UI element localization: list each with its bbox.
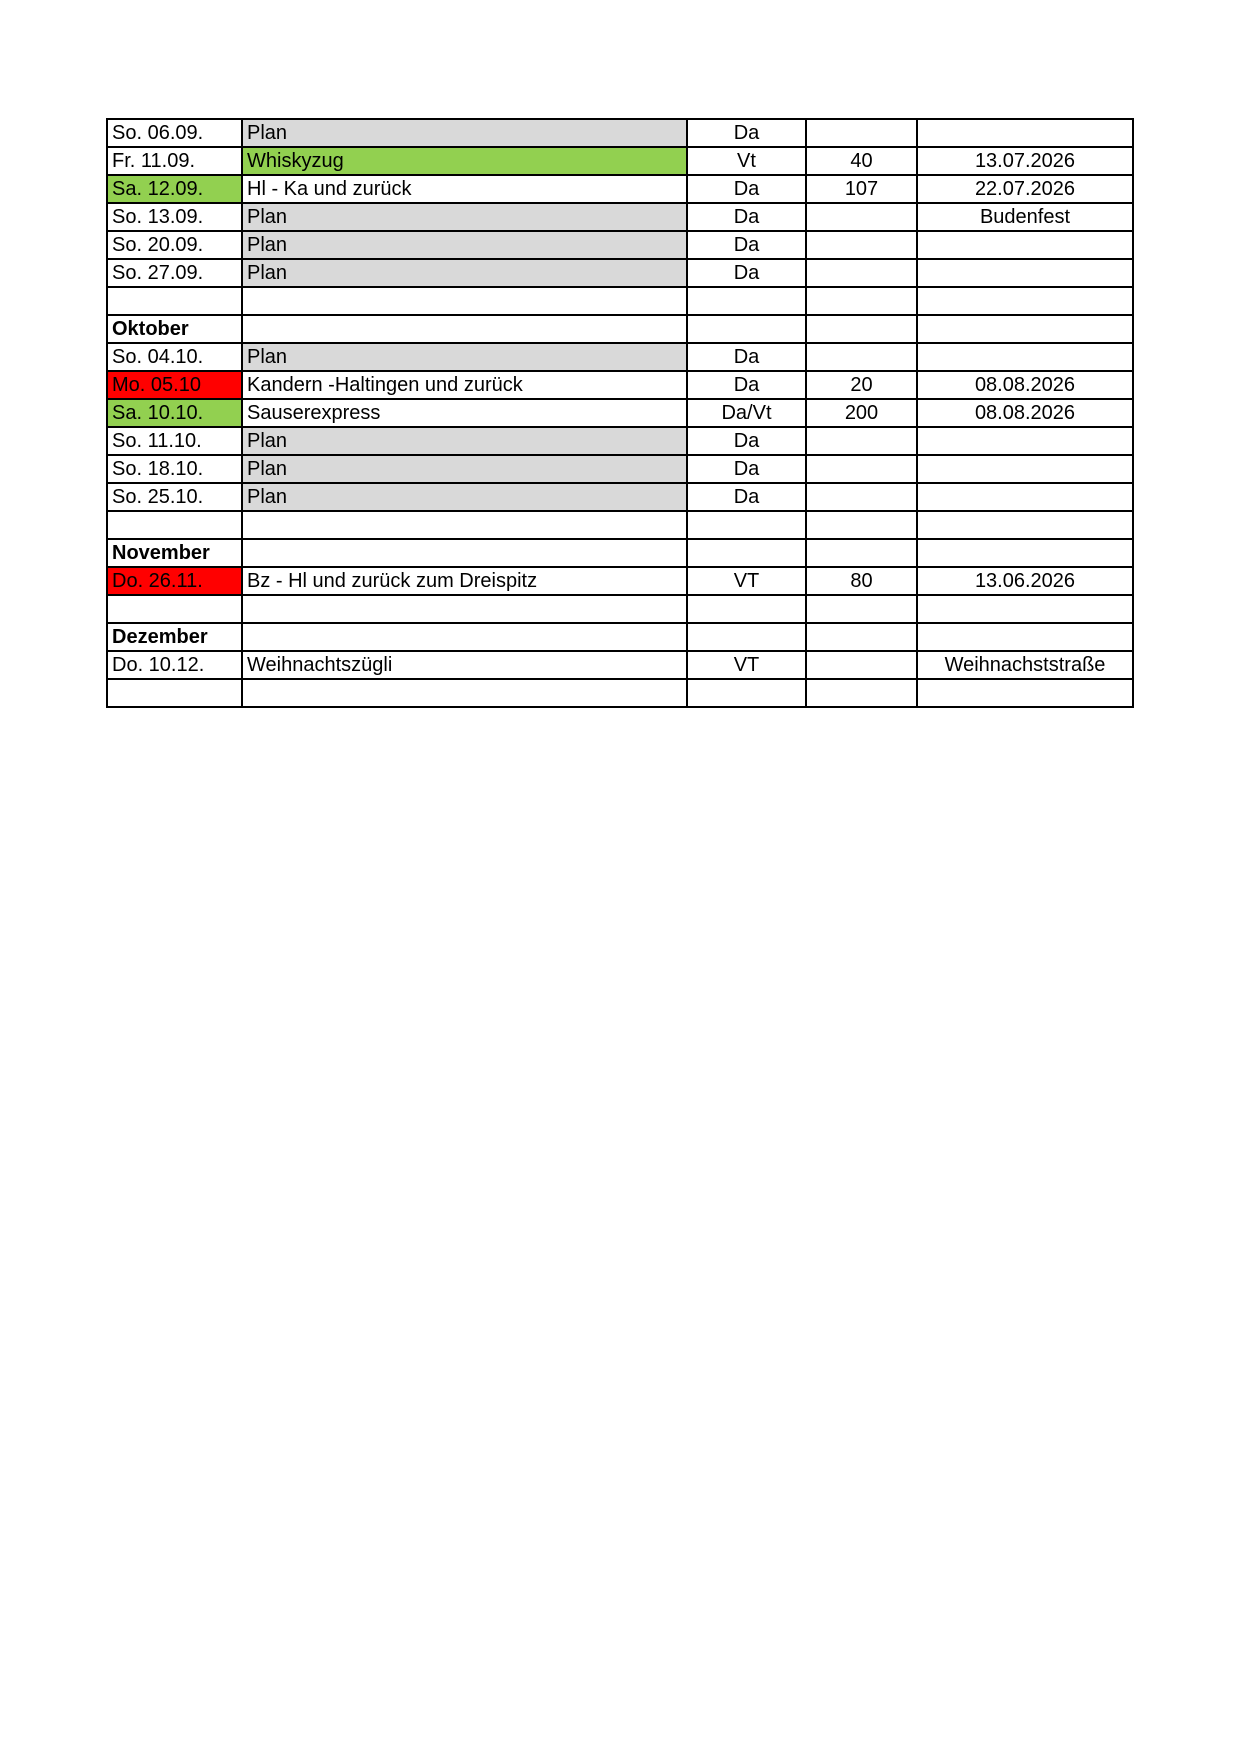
empty-cell [917, 315, 1133, 343]
table-row [107, 427, 1133, 455]
type-cell: Da [687, 231, 806, 259]
count-cell [806, 511, 917, 539]
schedule-sheet [106, 118, 1132, 708]
count-cell [806, 259, 917, 287]
count-cell [806, 203, 917, 231]
type-cell: Da [687, 259, 806, 287]
event-cell: Plan [242, 119, 687, 147]
empty-cell [917, 623, 1133, 651]
count-cell [806, 231, 917, 259]
empty-cell [242, 539, 687, 567]
note-cell [917, 455, 1133, 483]
month-label: November [107, 539, 242, 567]
note-cell: 13.07.2026 [917, 147, 1133, 175]
date-cell: So. 13.09. [107, 203, 242, 231]
count-cell [806, 287, 917, 315]
note-cell: Budenfest [917, 203, 1133, 231]
type-cell: Da [687, 371, 806, 399]
note-cell [917, 259, 1133, 287]
type-cell: Da [687, 455, 806, 483]
empty-cell [687, 539, 806, 567]
type-cell: Da [687, 203, 806, 231]
schedule-table [106, 118, 1134, 708]
event-cell: Bz - Hl und zurück zum Dreispitz [242, 567, 687, 595]
count-cell: 40 [806, 147, 917, 175]
event-cell: Weihnachtszügli [242, 651, 687, 679]
date-cell [107, 679, 242, 707]
type-cell: Da [687, 175, 806, 203]
note-cell [917, 231, 1133, 259]
type-cell [687, 287, 806, 315]
type-cell [687, 595, 806, 623]
empty-cell [242, 315, 687, 343]
event-cell: Kandern -Haltingen und zurück [242, 371, 687, 399]
date-cell: Fr. 11.09. [107, 147, 242, 175]
count-cell [806, 483, 917, 511]
table-row [107, 455, 1133, 483]
empty-cell [917, 539, 1133, 567]
note-cell [917, 483, 1133, 511]
date-cell: Do. 10.12. [107, 651, 242, 679]
type-cell: Vt [687, 147, 806, 175]
count-cell [806, 119, 917, 147]
note-cell [917, 287, 1133, 315]
month-label: Dezember [107, 623, 242, 651]
event-cell: Plan [242, 259, 687, 287]
count-cell: 200 [806, 399, 917, 427]
date-cell [107, 595, 242, 623]
date-cell [107, 287, 242, 315]
date-cell: Sa. 10.10. [107, 399, 242, 427]
note-cell: 08.08.2026 [917, 399, 1133, 427]
count-cell: 80 [806, 567, 917, 595]
table-row [107, 147, 1133, 175]
date-cell: So. 27.09. [107, 259, 242, 287]
table-row [107, 203, 1133, 231]
table-row [107, 259, 1133, 287]
note-cell [917, 511, 1133, 539]
date-cell: Do. 26.11. [107, 567, 242, 595]
table-row [107, 231, 1133, 259]
empty-cell [242, 623, 687, 651]
table-row [107, 287, 1133, 315]
event-cell: Plan [242, 343, 687, 371]
table-row [107, 567, 1133, 595]
table-row [107, 343, 1133, 371]
event-cell [242, 287, 687, 315]
note-cell: Weihnachststraße [917, 651, 1133, 679]
date-cell: So. 11.10. [107, 427, 242, 455]
note-cell [917, 679, 1133, 707]
date-cell: So. 04.10. [107, 343, 242, 371]
table-row [107, 511, 1133, 539]
date-cell [107, 511, 242, 539]
empty-cell [687, 315, 806, 343]
date-cell: So. 25.10. [107, 483, 242, 511]
table-row [107, 483, 1133, 511]
event-cell: Plan [242, 483, 687, 511]
event-cell [242, 679, 687, 707]
event-cell: Whiskyzug [242, 147, 687, 175]
type-cell: VT [687, 567, 806, 595]
count-cell [806, 455, 917, 483]
event-cell [242, 595, 687, 623]
table-row [107, 119, 1133, 147]
date-cell: So. 18.10. [107, 455, 242, 483]
date-cell: So. 20.09. [107, 231, 242, 259]
month-row [107, 539, 1133, 567]
empty-cell [806, 539, 917, 567]
count-cell: 20 [806, 371, 917, 399]
note-cell [917, 119, 1133, 147]
table-row [107, 595, 1133, 623]
event-cell: Plan [242, 427, 687, 455]
count-cell [806, 343, 917, 371]
type-cell: VT [687, 651, 806, 679]
note-cell [917, 595, 1133, 623]
empty-cell [687, 623, 806, 651]
count-cell [806, 679, 917, 707]
count-cell [806, 595, 917, 623]
table-row [107, 175, 1133, 203]
table-row [107, 399, 1133, 427]
date-cell: Mo. 05.10 [107, 371, 242, 399]
type-cell: Da [687, 343, 806, 371]
date-cell: Sa. 12.09. [107, 175, 242, 203]
table-row [107, 651, 1133, 679]
table-row [107, 679, 1133, 707]
event-cell: Plan [242, 231, 687, 259]
schedule-body [107, 119, 1133, 707]
type-cell [687, 511, 806, 539]
type-cell: Da [687, 427, 806, 455]
empty-cell [806, 623, 917, 651]
note-cell: 08.08.2026 [917, 371, 1133, 399]
event-cell: Plan [242, 455, 687, 483]
type-cell [687, 679, 806, 707]
month-label: Oktober [107, 315, 242, 343]
count-cell [806, 651, 917, 679]
type-cell: Da [687, 119, 806, 147]
note-cell: 22.07.2026 [917, 175, 1133, 203]
empty-cell [806, 315, 917, 343]
count-cell: 107 [806, 175, 917, 203]
event-cell: Plan [242, 203, 687, 231]
note-cell [917, 343, 1133, 371]
note-cell: 13.06.2026 [917, 567, 1133, 595]
note-cell [917, 427, 1133, 455]
type-cell: Da/Vt [687, 399, 806, 427]
event-cell: Sauserexpress [242, 399, 687, 427]
date-cell: So. 06.09. [107, 119, 242, 147]
month-row [107, 315, 1133, 343]
month-row [107, 623, 1133, 651]
event-cell [242, 511, 687, 539]
event-cell: Hl - Ka und zurück [242, 175, 687, 203]
table-row [107, 371, 1133, 399]
type-cell: Da [687, 483, 806, 511]
count-cell [806, 427, 917, 455]
